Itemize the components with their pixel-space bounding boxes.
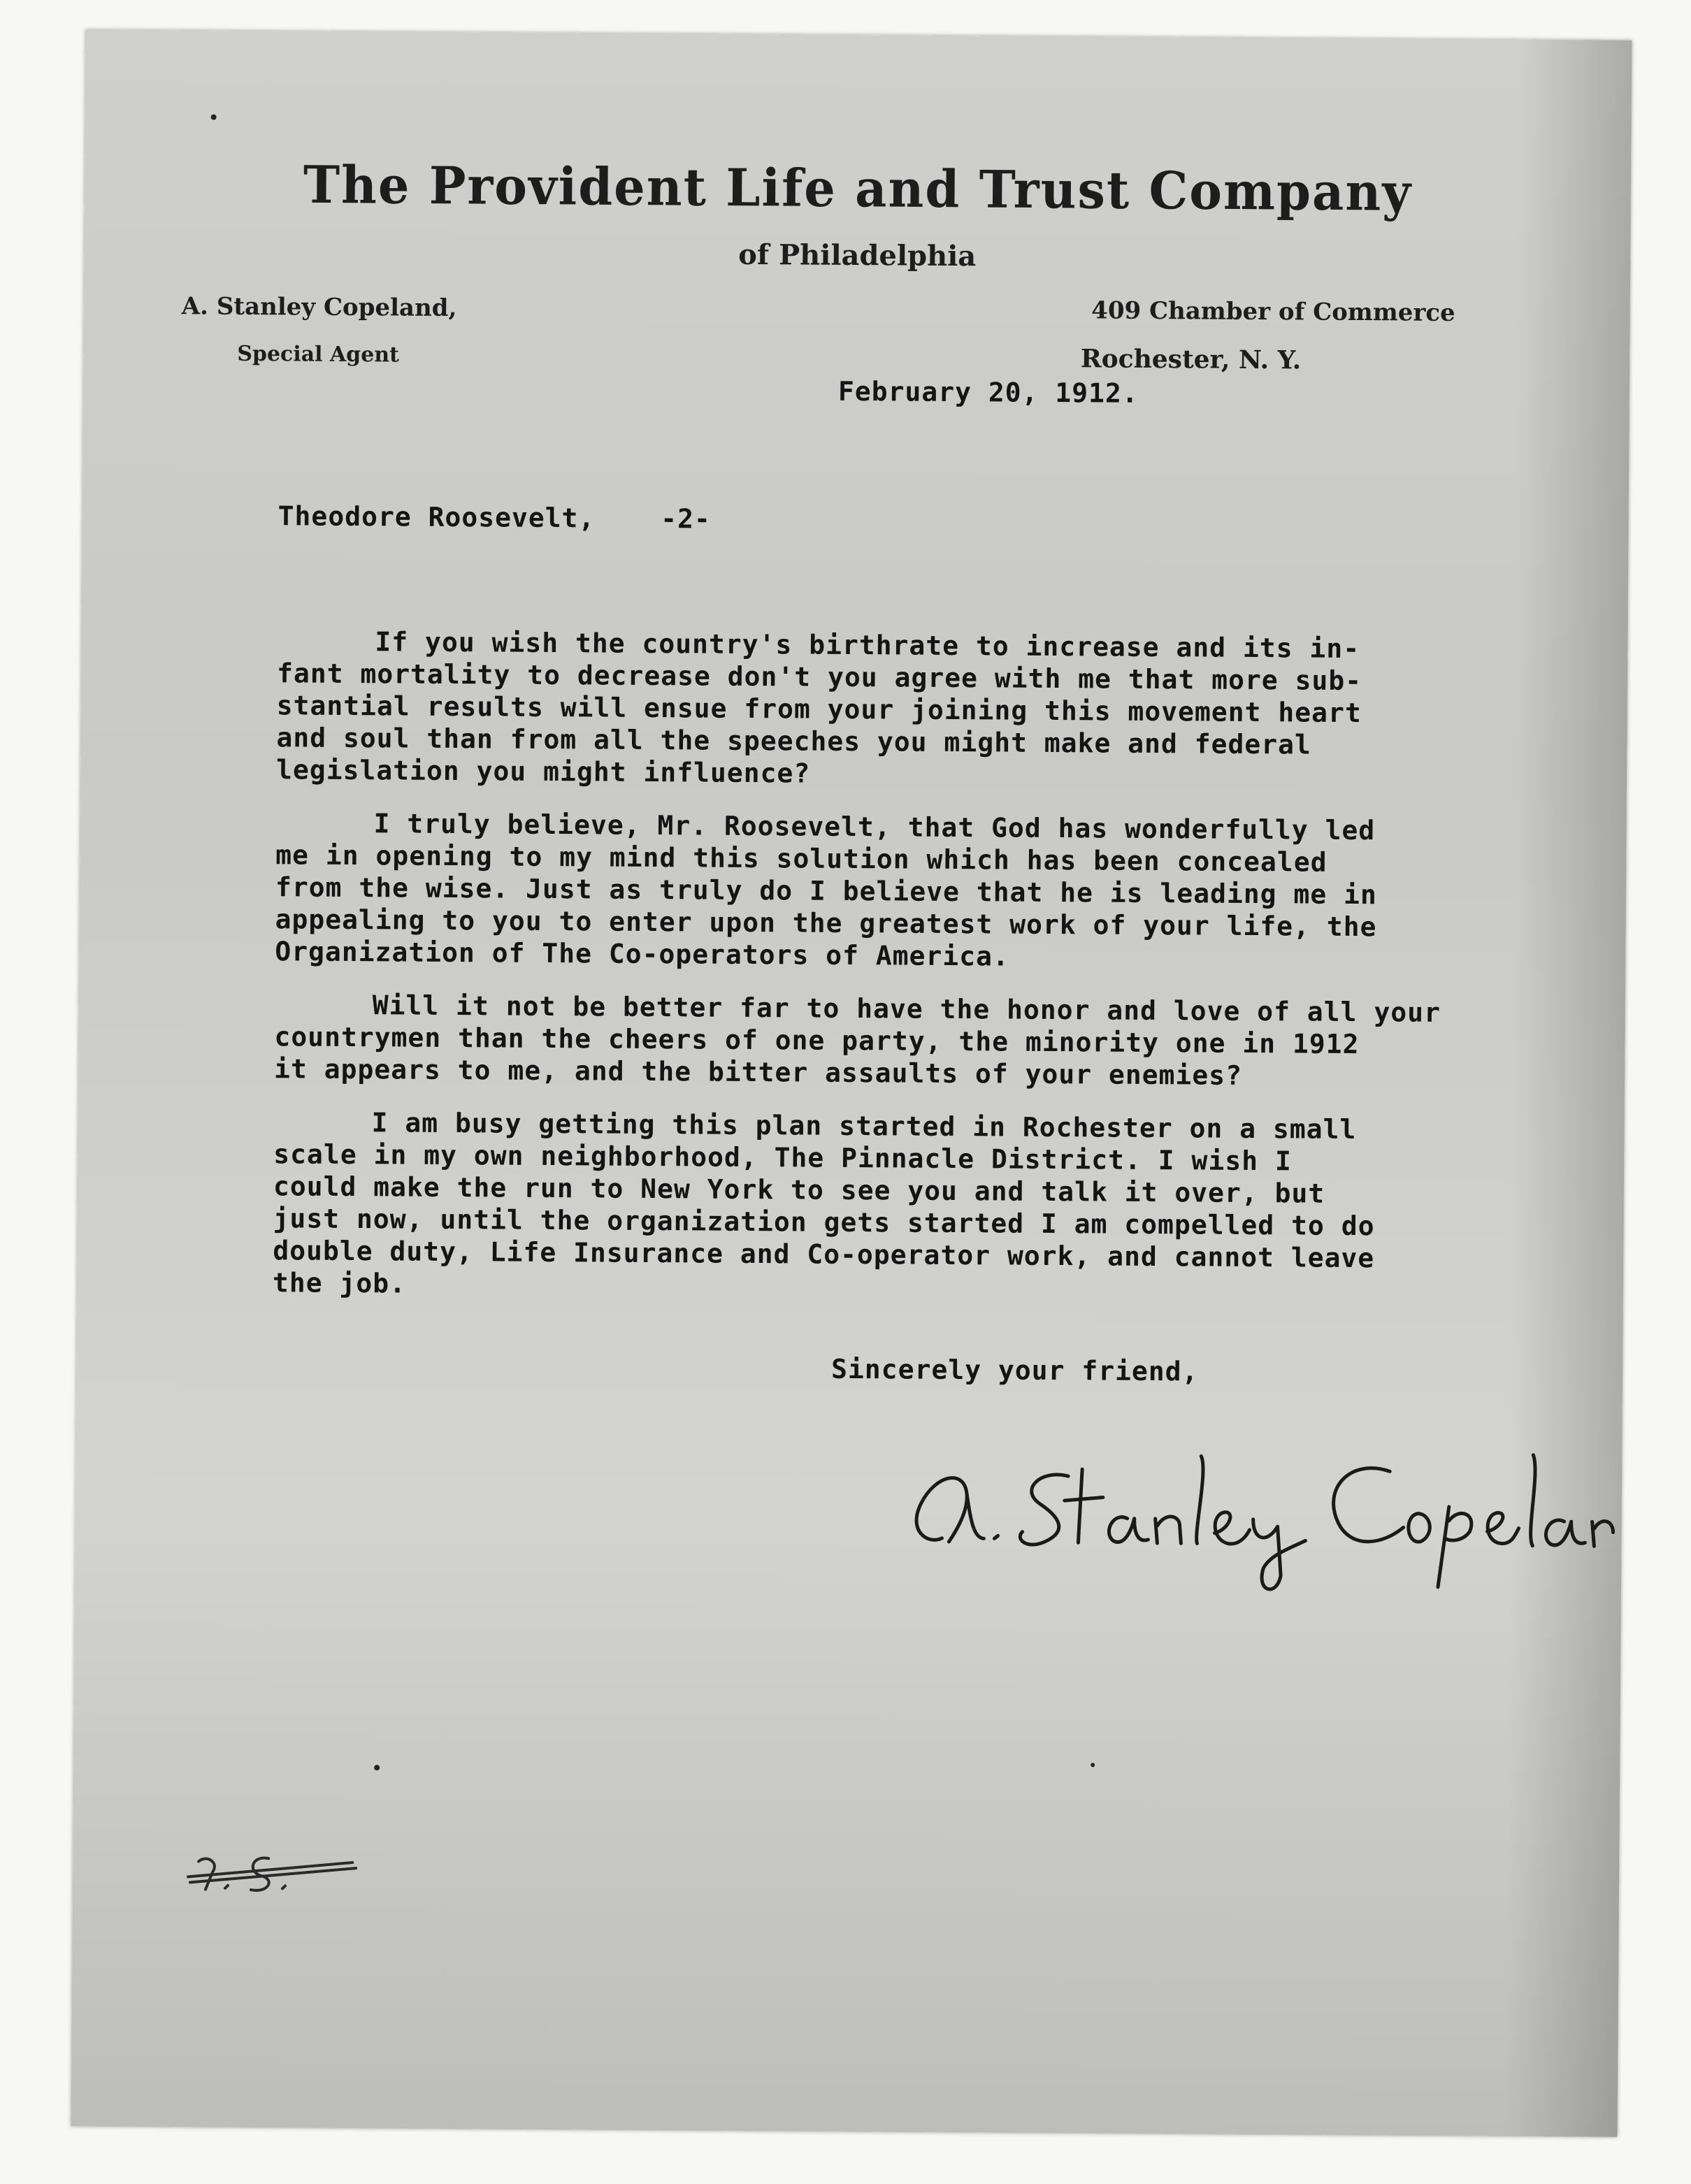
paper-speck [374, 1765, 380, 1770]
body-paragraph-3: Will it not be better far to have the honor and love of all your countrymen than the cheers of one party, the minority one in 1912 it appears to me, and the bitter assaults of your enemies? [273, 990, 1441, 1091]
address-line-2: Rochester, N. Y. [1080, 344, 1302, 375]
company-name: The Provident Life and Trust Company [303, 154, 1413, 223]
recipient-name: Theodore Roosevelt, [278, 500, 596, 534]
postscript-text: P.S. [184, 1902, 186, 1903]
recipient-line [278, 500, 711, 534]
body-paragraph-2: I truly believe, Mr. Roosevelt, that God has wonderfully led me in opening to my mind this solution which has been concealed from the wise. Just as truly do I believe that he is leading me in appealing to you to enter upon the greatest work of your life, the Organization of The Co-operators of America. [275, 808, 1378, 972]
address-line-1: 409 Chamber of Commerce [1091, 296, 1455, 328]
letter-body [273, 625, 1578, 1329]
paper-speck [211, 115, 217, 120]
body-paragraph-4: I am busy getting this plan started in Rochester on a small scale in my own neighborhood, The Pinnacle District. I wish I could make the run to New York to see you and talk it over, but just now, until the organization gets started I am compelled to do double duty, Life Insurance and Co-operator work, and cannot leave the job. [272, 1107, 1375, 1299]
page-number: -2- [661, 503, 712, 535]
agent-name: A. Stanley Copeland, [181, 292, 457, 323]
body-paragraph-1: If you wish the country's birthrate to increase and its in- fant mortality to decrease don't you agree with me that more sub- stantial results will ensue from your joining this movement heart and soul than from all the speeches you might make and federal legislation you might influence? [275, 626, 1362, 789]
paper-speck [1091, 1763, 1095, 1767]
letter-sheet [71, 29, 1632, 2136]
letter-date: February 20, 1912. [837, 375, 1139, 409]
struck-postscript-mark [185, 1840, 367, 1904]
signature-text: A. Stanley Copeland. [899, 1590, 907, 1591]
handwritten-signature [900, 1426, 1621, 1599]
closing-salutation: Sincerely your friend, [830, 1353, 1199, 1387]
agent-title: Special Agent [237, 341, 400, 368]
company-city: of Philadelphia [738, 238, 977, 273]
